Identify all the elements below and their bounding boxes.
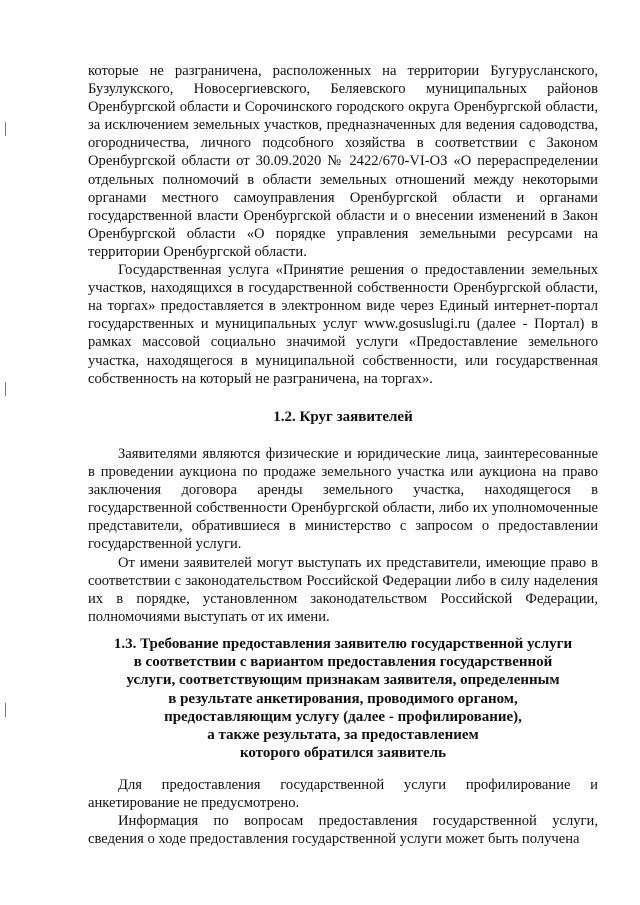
scan-margin-mark (5, 703, 6, 717)
heading-line: предоставляющим услугу (далее - профилирование), (164, 708, 522, 725)
heading-text: 1.2. Круг заявителей (273, 409, 413, 425)
heading-line: а также результата, за предоставлением (207, 727, 479, 744)
paragraph-profiling: Для предоставления государственной услуги профилирование и анкетирование не предусмотрено. (88, 777, 598, 812)
section-heading-1-2 (88, 408, 598, 426)
paragraph-continuation: которые не разграничена, расположенных на территории Бугурусланского, Бузулукского, Новосергиевского, Беляевского муниципальных районов Оренбургской области и Сорочинского городского округа Оренбургской области, за исключением земельных участков, предназначенных для ведения садоводства, огородничества, личного подсобного хозяйства в соответствии с Законом Оренбургской области от 30.09.2020 № 2422/670-VI-ОЗ «О перераспределении отдельных полномочий в области земельных отношений между некоторыми органами местного самоуправления Оренбургской области и органами государственной власти Оренбургской области и о внесении изменений в Закон Оренбургской области «О порядке управления земельными ресурсами на территории Оренбургской области. (88, 63, 598, 260)
section-heading-1-3 (88, 635, 598, 762)
body-block-2 (88, 445, 598, 626)
paragraph-information: Информация по вопросам предоставления государственной услуги, сведения о ходе предоставления государственной услуги может быть получена (88, 813, 598, 848)
heading-line: 1.3. Требование предоставления заявителю государственной услуги (113, 636, 573, 652)
heading-line: которого обратился заявитель (239, 745, 447, 762)
paragraph-representatives: От имени заявителей могут выступать их представители, имеющие право в соответствии с законодательством Российской Федерации либо в силу наделения их в порядке, установленном законодательством Российской Федерации, полномочиями выступать от их имени. (88, 554, 598, 625)
heading-line: услуги, соответствующим признакам заявителя, определенным (126, 672, 560, 689)
body-block-3 (88, 776, 598, 848)
scan-margin-mark (5, 382, 6, 396)
heading-line: в результате анкетирования, проводимого органом, (168, 690, 518, 707)
body-block-1 (88, 62, 598, 388)
paragraph-service-description: Государственная услуга «Принятие решения о предоставлении земельных участков, находящихся в государственной собственности Оренбургской области, на торгах» предоставляется в электронном виде через Единый интернет-портал государственных и муниципальных услуг www.gosuslugi.ru (далее - Портал) в рамках массовой социально значимой услуги «Предоставление земельного участка, находящегося в муниципальной собственности, или государственная собственность на который не разграничена, на торгах». (88, 262, 598, 387)
scan-margin-mark (5, 122, 6, 136)
heading-line: в соответствии с вариантом предоставления государственной (133, 654, 553, 671)
paragraph-applicants: Заявителями являются физические и юридические лица, заинтересованные в проведении аукциона по продаже земельного участка или аукциона на право заключения договора аренды земельного участка, находящегося в государственной собственности Оренбургской области, либо их уполномоченные представители, обратившиеся в министерство с запросом о предоставлении государственной услуги. (88, 446, 598, 553)
